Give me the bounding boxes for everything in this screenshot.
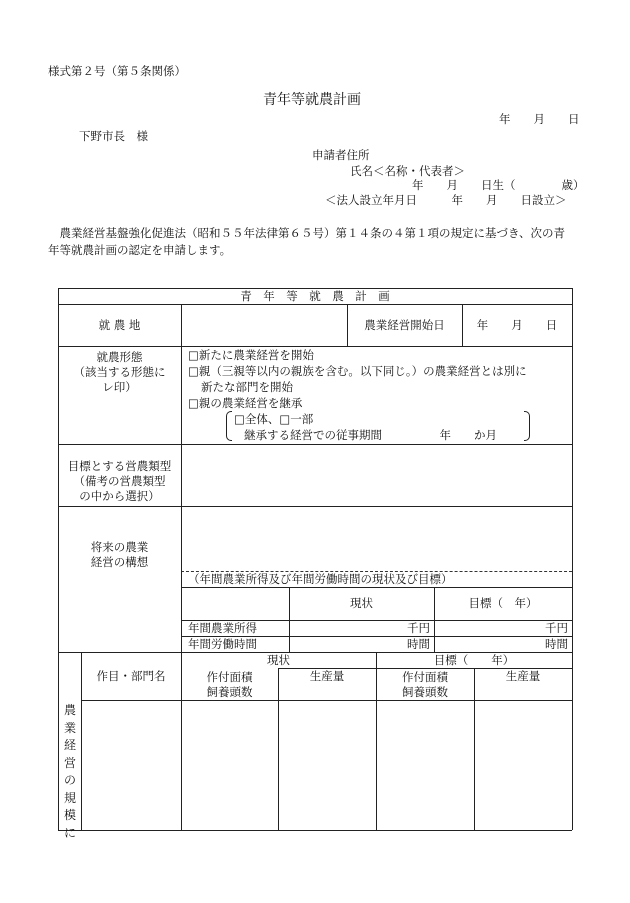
area-label-line: 飼養頭数 <box>402 685 448 700</box>
crop-division-field[interactable] <box>83 702 179 828</box>
annual-hours-label: 年間労働時間 <box>188 637 257 651</box>
table-rule <box>58 506 572 507</box>
table-border-right <box>572 288 573 830</box>
current-header: 現状 <box>350 596 373 610</box>
form-title: 青年等就農計画 <box>263 92 361 108</box>
target-production-field[interactable] <box>476 702 570 828</box>
target-area-field[interactable] <box>378 702 472 828</box>
table-rule <box>181 587 572 588</box>
table-rule <box>58 304 572 305</box>
table-column-divider <box>278 668 279 830</box>
area-label-line: 作付面積 <box>402 670 448 684</box>
table-column-divider <box>181 304 182 830</box>
hours-target-unit[interactable]: 時間 <box>545 637 568 651</box>
target-type-label-line: （備考の営農類型 <box>73 474 166 489</box>
income-target-unit[interactable]: 千円 <box>545 621 568 635</box>
intro-text-line-1: 農業経営基盤強化促進法（昭和５５年法律第６５号）第１４条の４第１項の規定に基づき、次の青 <box>48 226 566 240</box>
vision-label <box>58 540 181 570</box>
income-hours-caption: （年間農業所得及び年間労働時間の現状及び目標） <box>188 572 453 586</box>
farming-form-label <box>58 350 181 396</box>
farming-form-label-line: （該当する形態に <box>73 365 166 380</box>
scale-label-char: 業 <box>63 720 76 735</box>
target-type-field[interactable] <box>183 446 570 504</box>
right-bracket <box>524 411 530 441</box>
income-current-unit[interactable]: 千円 <box>407 621 430 635</box>
form-number: 様式第２号（第５条関係） <box>48 64 186 78</box>
annual-income-label: 年間農業所得 <box>188 621 257 635</box>
target-production-header: 生産量 <box>505 669 541 683</box>
start-date-value[interactable]: 年 月 日 <box>476 318 558 332</box>
left-bracket <box>226 411 232 441</box>
scale-label-char: 規 <box>63 790 76 805</box>
current-production-field[interactable] <box>280 702 374 828</box>
birth-date-line: 年 月 日生（ 歳） <box>412 178 585 192</box>
hours-current-unit[interactable]: 時間 <box>407 637 430 651</box>
vision-field[interactable] <box>183 508 570 569</box>
target-type-label-line: 目標とする営農類型 <box>67 459 172 473</box>
farming-form-label-line: 就農形態 <box>96 350 143 364</box>
farming-form-label-line: レ印） <box>102 380 137 395</box>
option-new-farming[interactable]: □新たに農業経営を開始 <box>188 348 314 362</box>
scale-label-char: 経 <box>63 738 76 753</box>
target-type-label-line: の中から選択） <box>79 489 160 504</box>
inherit-scope-options[interactable]: □全体、□一部 <box>234 412 314 426</box>
current-area-header <box>181 670 278 700</box>
inherit-period-line: 継承する経営での従事期間 年 か月 <box>244 428 497 442</box>
target-year-header: 目標（ 年） <box>468 596 538 610</box>
table-rule <box>81 700 572 701</box>
applicant-name-label: 氏名＜名称・代表者＞ <box>350 164 465 178</box>
target-area-header <box>376 670 474 700</box>
scale-label-char: の <box>63 773 76 788</box>
scale-label-char: 模 <box>63 808 76 823</box>
option-inherit-farming[interactable]: □親の農業経営を継承 <box>188 396 303 410</box>
vision-label-line: 経営の構想 <box>90 555 149 570</box>
current-production-header: 生産量 <box>309 669 345 683</box>
start-date-label: 農業経営開始日 <box>364 318 445 332</box>
scale-label-char: 営 <box>63 755 76 770</box>
farm-location-field[interactable] <box>183 306 345 344</box>
farm-location-label: 就 農 地 <box>98 318 141 332</box>
table-column-divider <box>474 668 475 830</box>
table-border-bottom <box>58 830 572 831</box>
scale-label-char: 農 <box>63 703 76 717</box>
table-heading: 青 年 等 就 農 計 画 <box>240 289 390 303</box>
submission-date: 年 月 日 <box>499 112 580 126</box>
crop-division-label: 作目・部門名 <box>96 669 166 683</box>
table-rule <box>58 444 572 445</box>
area-label-line: 飼養頭数 <box>206 685 253 700</box>
table-rule <box>58 346 572 347</box>
corporation-established-line: ＜法人設立年月日 年 月 日設立＞ <box>325 193 567 207</box>
scale-label-char: に <box>63 825 76 840</box>
scale-current-header: 現状 <box>267 653 290 667</box>
option-separate-division[interactable]: □親（三親等以内の親族を含む。以下同じ。）の農業経営とは別に <box>188 364 527 378</box>
intro-text-line-2: 年等就農計画の認定を申請します。 <box>48 243 232 257</box>
target-type-label <box>58 459 181 505</box>
option-separate-division-cont: 新たな部門を開始 <box>201 380 293 394</box>
scale-target-header: 目標（ 年） <box>433 653 515 667</box>
vision-label-line: 将来の農業 <box>90 540 149 554</box>
addressee: 下野市長 様 <box>79 129 148 143</box>
area-label-line: 作付面積 <box>206 670 253 684</box>
current-area-field[interactable] <box>183 702 276 828</box>
scale-vertical-label <box>63 702 77 842</box>
applicant-address-label: 申請者住所 <box>312 148 370 162</box>
